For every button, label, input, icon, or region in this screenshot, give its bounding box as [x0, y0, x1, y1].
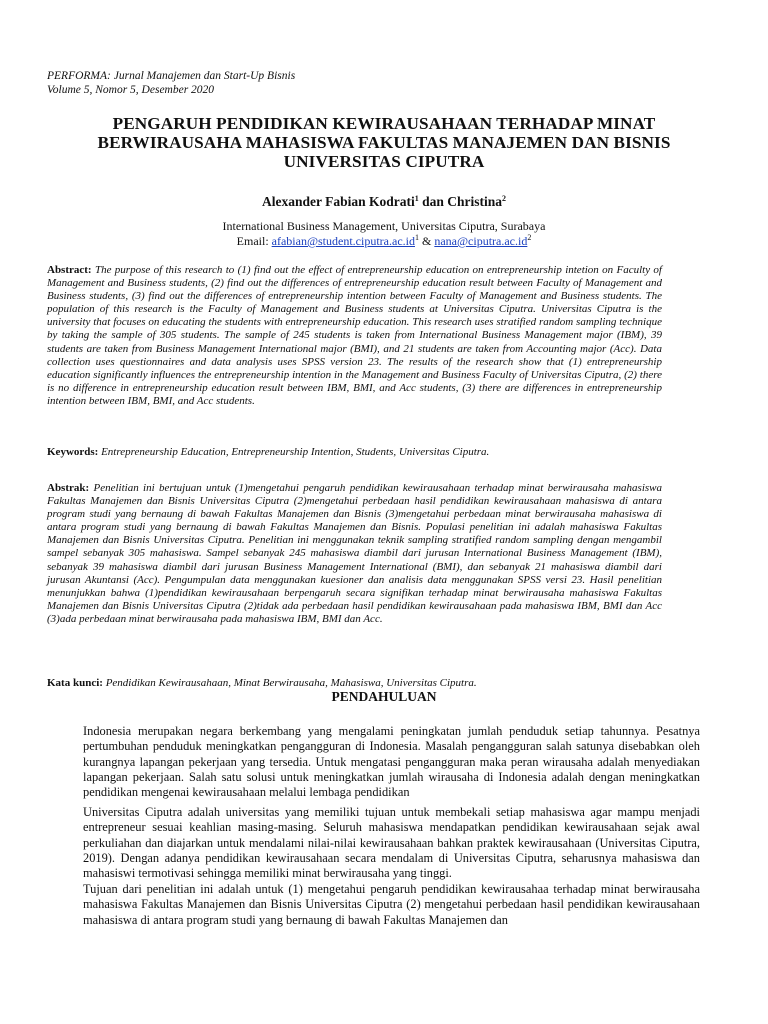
intro-paragraph-2: Universitas Ciputra adalah universitas yang memiliki tujuan untuk membekali setiap mahasiswa agar mampu menjadi entrepreneur sesuai keahlian masing-masing. Seluruh mahasiswa mendapatkan pendidikan kewirausahaan sejak awal perkuliahan dan diajarkan untuk mendalami nilai-nilai kewirausahaan bahkan praktek kewirausahaan (Universitas Ciputra, 2019). Dengan adanya pendidikan kewirausahaan secara mendalam di Universitas Ciputra, seharusnya mahasiswa dan mahasiswi termotivasi sehingga memiliki minat berwirausaha yang tinggi. — [83, 805, 700, 881]
abstract-english — [47, 264, 662, 408]
email-amp: & — [418, 234, 435, 248]
email-link-2[interactable]: nana@ciputra.ac.id — [434, 234, 528, 248]
email-1-mark: 1 — [414, 233, 419, 242]
keywords-label: Keywords: — [47, 446, 99, 458]
email-link-1[interactable]: afabian@student.ciputra.ac.id — [271, 234, 415, 248]
author-1: Alexander Fabian Kodrati — [261, 194, 415, 209]
intro-paragraph-3: Tujuan dari penelitian ini adalah untuk (1) mengetahui pengaruh pendidikan kewirausahaa terhadap minat berwirausaha mahasiswa Fakultas Manajemen dan Bisnis Universitas Ciputra (2) mengetahui perbedaan hasil pendidikan kewirausahaan mahasiswa di antara program studi yang bernaung di bawah Fakultas Manajemen dan — [83, 882, 700, 927]
intro-paragraph-1: Indonesia merupakan negara berkembang yang mengalami peningkatan jumlah penduduk setiap tahunnya. Pesatnya pertumbuhan penduduk meningkatkan pengangguran di Indonesia. Masalah pengangguran salah satunya disebabkan oleh kurangnya lapangan pekerjaan yang tersedia. Untuk mengatasi pengangguran maka peran wirausaha adalah menyediakan lapangan pekerjaan. Salah satu solusi untuk meningkatkan jumlah wirausaha di Indonesia adalah dengan meningkatkan pendidikan mengenai kewirausahaan melalui lembaga pendidikan — [83, 724, 700, 800]
author-connector: dan — [418, 194, 448, 209]
email-2-mark: 2 — [527, 233, 532, 242]
section-heading: PENDAHULUAN — [331, 689, 437, 704]
kata-kunci-label: Kata kunci: — [47, 677, 103, 689]
journal-header — [47, 69, 295, 97]
keywords — [47, 446, 662, 459]
author-line — [60, 194, 708, 210]
keywords-text: Entrepreneurship Education, Entrepreneurship Intention, Students, Universitas Ciputra. — [98, 446, 490, 458]
abstract-label: Abstract: — [47, 264, 92, 276]
author-2-mark: 2 — [502, 194, 507, 203]
abstrak-label: Abstrak: — [47, 482, 90, 494]
paper-title: PENGARUH PENDIDIKAN KEWIRAUSAHAAN TERHADAP MINAT BERWIRAUSAHA MAHASISWA FAKULTAS MANAJEMEN DAN BISNIS UNIVERSITAS CIPUTRA — [97, 114, 671, 171]
affiliation: International Business Management, Universitas Ciputra, Surabaya — [222, 219, 546, 233]
journal-volume: Volume 5, Nomor 5, Desember 2020 — [47, 84, 215, 96]
author-2: Christina — [447, 194, 503, 209]
kata-kunci-text: Pendidikan Kewirausahaan, Minat Berwirausaha, Mahasiswa, Universitas Ciputra. — [102, 677, 477, 689]
email-label: Email: — [236, 234, 272, 248]
abstrak-text: Penelitian ini bertujuan untuk (1)mengetahui pengaruh pendidikan kewirausahaan terhadap minat berwirausaha mahasiswa Fakultas Manajemen dan Bisnis Universitas Ciputra (2)mengetahui perbedaan hasil pendidikan kewirausahaan mahasiswa di antara program studi yang bernaung di bawah Fakultas Manajemen dan Bisnis (3)mengetahui perbedaan minat berwirausaha mahasiswa di antara program studi yang bernaung di bawah Fakultas Manajemen dan Bisnis. Populasi penelitian ini adalah mahasiswa Fakultas Manajemen dan Bisnis Universitas Ciputra. Penelitian ini menggunakan teknik sampling stratified random sampling dengan mengambil sampel sebanyak 305 mahasiswa. Sampel sebanyak 245 mahasiswa diambil dari jurusan International Business Management (IBM), sebanyak 39 mahasiswa diambil dari jurusan Business Management International (BMI), dan sebanyak 21 mahasiswa diambil dari jurusan Akuntansi (Acc). Pengumpulan data menggunakan kuesioner dan analisis data menggunakan SPSS versi 23. Hasil penelitian menunjukkan bahwa (1)pendidikan kewirausahaan berpengaruh secara signifikan terhadap minat berwirausaha mahasiswa Fakultas Manajemen dan Bisnis Universitas Ciputra (2)tidak ada perbedaan hasil pendidikan kewirausahaan pada mahasiswa IBM, BMI dan Acc (3)ada perbedaan minat berwirausaha pada mahasiswa IBM, BMI dan Acc. — [47, 482, 662, 625]
journal-name: PERFORMA: Jurnal Manajemen dan Start-Up Bisnis — [47, 70, 296, 82]
abstract-text: The purpose of this research to (1) find out the effect of entrepreneurship education on entrepreneurship intetion on Faculty of Management and Business students, (2) find out the differences of entrepreneurship education result between Faculty of Management and Business students, (3) find out the differences of entrepreneurship intention between Faculty of Management and Business students. The population of this research is the Faculty of Management and Business students at Universitas Ciputra. Universitas Ciputra is the university that focuses on educating the students with entrepreneurship education. This research uses stratified random sampling technique by taking the sample of 305 students. The sample of 245 students is taken from International Business Management major (IBM), 39 students are taken from Business Management International major (BMI), and 21 students are taken from Accounting major (Acc). Data collection uses questionnaires and data analysis uses SPSS version 23. The results of the research show that (1) entrepreneurship education significantly influences the entrepreneurship intention in the Management and Business Faculty of Universitas Ciputra, (2) there is no difference in entrepreneurship education result between IBM, BMI, and Acc students, (3) there are differences in entrepreneurship intention between IBM, BMI, and Acc students. — [47, 264, 662, 407]
abstract-indonesian — [47, 482, 662, 626]
author-1-mark: 1 — [414, 194, 419, 203]
email-line — [60, 234, 708, 248]
